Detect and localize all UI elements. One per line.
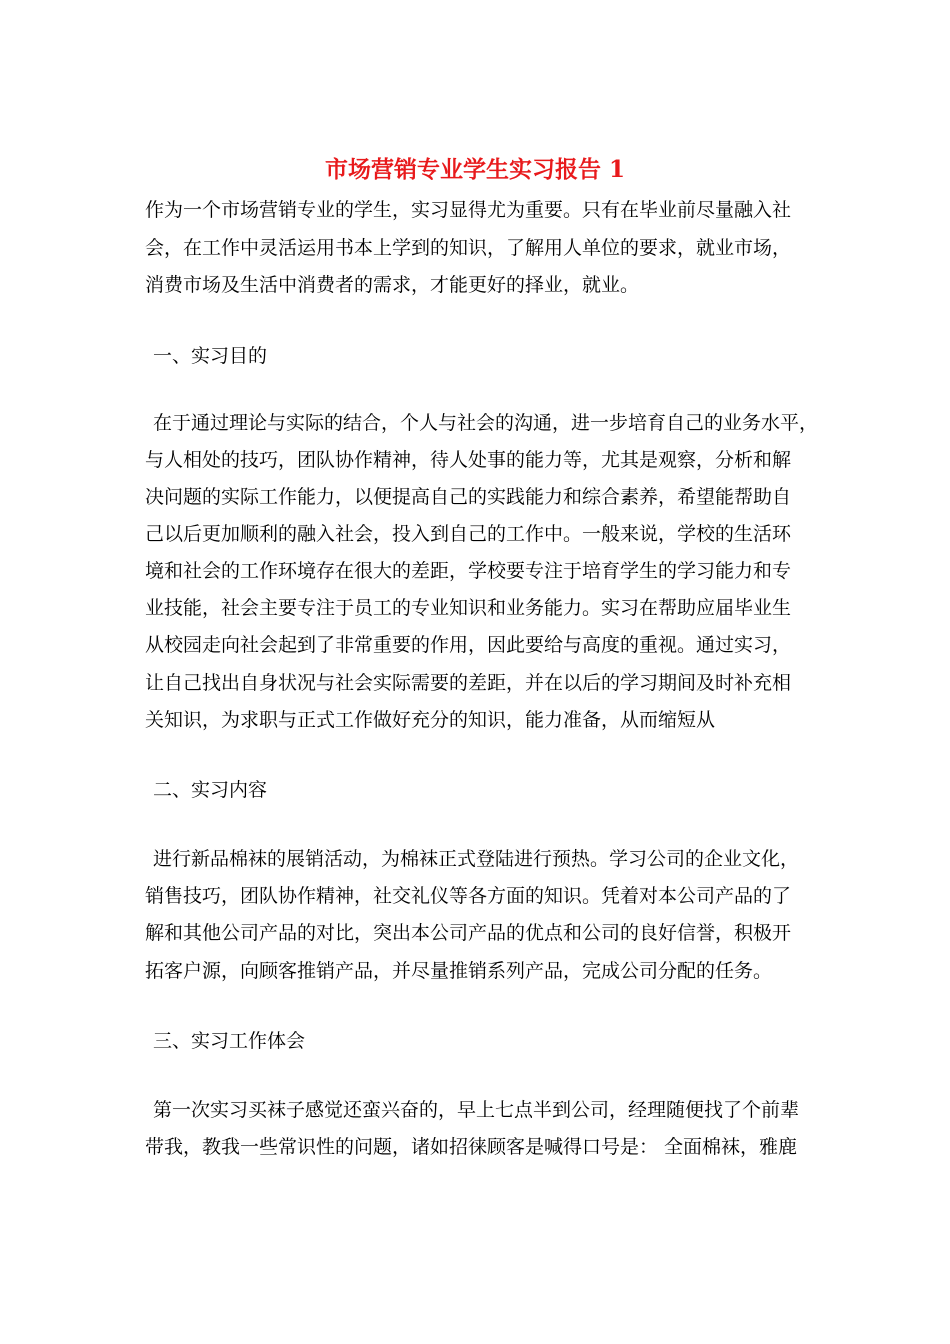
paragraph-line: 关知识，为求职与正式工作做好充分的知识，能力准备，从而缩短从: [145, 709, 716, 731]
intro-line: 作为一个市场营销专业的学生，实习显得尤为重要。只有在毕业前尽量融入社: [145, 199, 792, 221]
paragraph-line: 己以后更加顺利的融入社会，投入到自己的工作中。一般来说，学校的生活环: [145, 523, 792, 545]
paragraph-line: 在于通过理论与实际的结合，个人与社会的沟通，进一步培育自己的业务水平，: [153, 412, 819, 434]
paragraph-line: 第一次实习买袜子感觉还蛮兴奋的，早上七点半到公司，经理随便找了个前辈: [153, 1099, 800, 1121]
paragraph-line: 销售技巧，团队协作精神，社交礼仪等各方面的知识。凭着对本公司产品的了: [145, 885, 792, 907]
section-heading: 一、实习目的: [153, 345, 268, 367]
paragraph-line: 业技能，社会主要专注于员工的专业知识和业务能力。实习在帮助应届毕业生: [145, 597, 792, 619]
paragraph-line: 进行新品棉袜的展销活动，为棉袜正式登陆进行预热。学习公司的企业文化，: [153, 848, 800, 870]
section-heading: 三、实习工作体会: [153, 1030, 306, 1052]
page-title: 市场营销专业学生实习报告 1: [324, 156, 625, 183]
intro-line: 消费市场及生活中消费者的需求，才能更好的择业，就业。: [145, 274, 640, 296]
paragraph-line: 与人相处的技巧，团队协作精神，待人处事的能力等，尤其是观察，分析和解: [145, 449, 792, 471]
paragraph-line: 让自己找出自身状况与社会实际需要的差距，并在以后的学习期间及时补充相: [145, 672, 792, 694]
section-heading: 二、实习内容: [153, 779, 268, 801]
paragraph-line: 带我，教我一些常识性的问题，诸如招徕顾客是喊得口号是： 全面棉袜，雅鹿: [145, 1136, 798, 1158]
paragraph-line: 拓客户源，向顾客推销产品，并尽量推销系列产品，完成公司分配的任务。: [145, 960, 773, 982]
intro-line: 会，在工作中灵活运用书本上学到的知识，了解用人单位的要求，就业市场，: [145, 237, 792, 259]
paragraph-line: 决问题的实际工作能力，以便提高自己的实践能力和综合素养，希望能帮助自: [145, 486, 792, 508]
paragraph-line: 解和其他公司产品的对比，突出本公司产品的优点和公司的良好信誉，积极开: [145, 922, 792, 944]
paragraph-line: 境和社会的工作环境存在很大的差距，学校要专注于培育学生的学习能力和专: [145, 560, 792, 582]
paragraph-line: 从校园走向社会起到了非常重要的作用，因此要给与高度的重视。通过实习，: [145, 634, 792, 656]
